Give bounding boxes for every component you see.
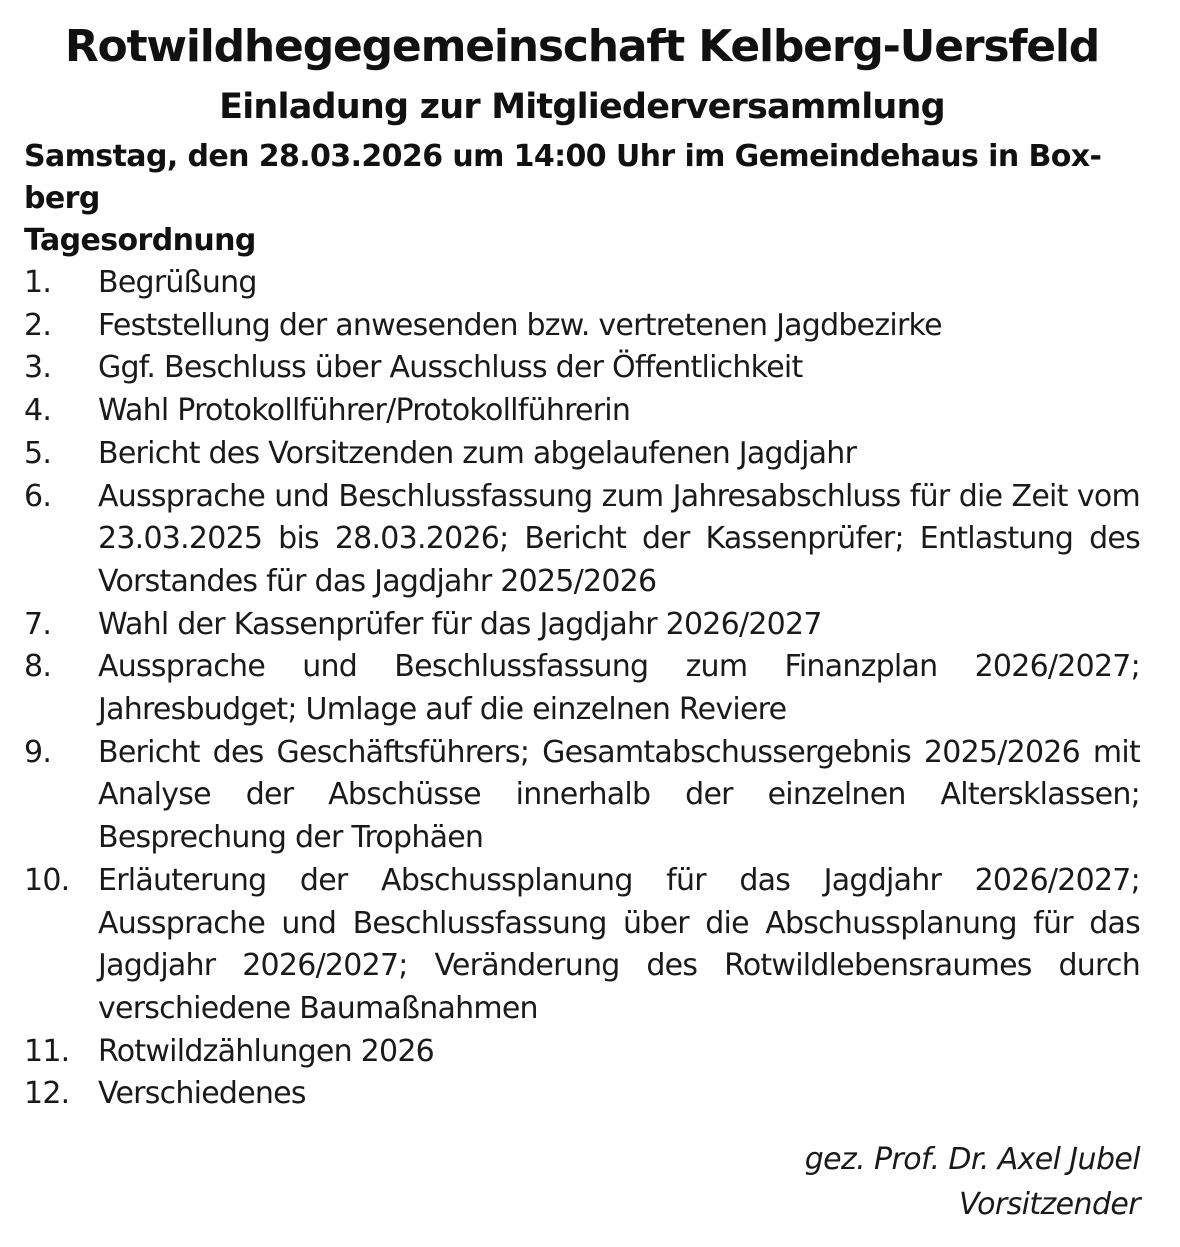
agenda-item-text: Wahl der Kassenprüfer für das Jagdjahr 2026/2027 (98, 606, 822, 642)
agenda-item (24, 476, 1140, 604)
agenda-item-number: 8. (24, 649, 52, 685)
agenda-item (24, 390, 1140, 433)
signatory-name: gez. Prof. Dr. Axel Jubel (804, 1142, 1140, 1177)
signature-block (805, 1137, 1140, 1227)
agenda-item (24, 347, 1140, 390)
agenda-heading: Tagesordnung (24, 223, 256, 258)
agenda-item (24, 732, 1140, 860)
agenda-item-text: Ggf. Beschluss über Ausschluss der Öffentlichkeit (98, 350, 803, 386)
agenda-item-number: 3. (24, 350, 52, 386)
agenda-item-text: Wahl Protokollführer/Protokollführerin (98, 393, 631, 429)
meeting-details-line-2: berg (24, 181, 100, 216)
agenda-item (24, 433, 1140, 476)
agenda-item (24, 305, 1140, 348)
agenda-item (24, 1073, 1140, 1116)
agenda-item (24, 262, 1140, 305)
agenda-item-text: Verschiedenes (98, 1076, 306, 1112)
agenda-item (24, 646, 1140, 731)
signatory-role: Vorsitzender (958, 1187, 1140, 1222)
meeting-details-line-1: Samstag, den 28.03.2026 um 14:00 Uhr im Gemeindehaus in Box- (24, 139, 1102, 174)
agenda-item-text: Bericht des Geschäftsführers; Gesamtabschussergebnis 2025/2026 mit Analyse der Abschüsse innerhalb der einzelnen Altersklassen; Besprechung der Trophäen (98, 734, 1140, 856)
agenda-item (24, 860, 1140, 1031)
agenda-item-number: 2. (24, 307, 52, 343)
agenda-item-text: Aussprache und Beschlussfassung zum Jahresabschluss für die Zeit vom 23.03.2025 bis 28.03.2026; Bericht der Kassenprüfer; Entlastung des Vorstandes für das Jagdjahr 2025/2026 (98, 478, 1140, 599)
organization-title: Rotwildhegegemeinschaft Kelberg-Uersfeld (64, 21, 1100, 72)
meeting-details (24, 136, 1140, 220)
agenda-item-number: 12. (24, 1076, 70, 1112)
agenda-item (24, 1031, 1140, 1074)
agenda-item-text: Rotwildzählungen 2026 (98, 1033, 435, 1069)
agenda-item-number: 10. (24, 862, 70, 898)
agenda-item (24, 604, 1140, 647)
agenda-item-number: 7. (24, 606, 52, 642)
agenda-item-number: 6. (24, 478, 52, 514)
agenda-item-text: Aussprache und Beschlussfassung zum Finanzplan 2026/2027; Jahresbudget; Umlage auf die einzelnen Reviere (98, 649, 1140, 728)
agenda-item-number: 9. (24, 734, 52, 770)
agenda-item-number: 5. (24, 435, 52, 471)
invitation-subtitle: Einladung zur Mitgliederversammlung (219, 87, 945, 127)
agenda-item-text: Begrüßung (98, 265, 257, 300)
agenda-item-number: 1. (24, 265, 52, 300)
agenda-item-text: Bericht des Vorsitzenden zum abgelaufenen Jagdjahr (98, 435, 857, 471)
agenda-list (24, 262, 1140, 1116)
agenda-item-number: 11. (24, 1033, 70, 1069)
agenda-item-number: 4. (24, 393, 52, 429)
agenda-item-text: Erläuterung der Abschussplanung für das Jagdjahr 2026/2027; Aussprache und Beschlussfassung über die Abschussplanung für das Jagdjahr 2026/2027; Veränderung des Rotwildlebensraumes durch verschiedene Baumaßnahmen (98, 862, 1140, 1026)
agenda-item-text: Feststellung der anwesenden bzw. vertretenen Jagdbezirke (98, 307, 942, 343)
